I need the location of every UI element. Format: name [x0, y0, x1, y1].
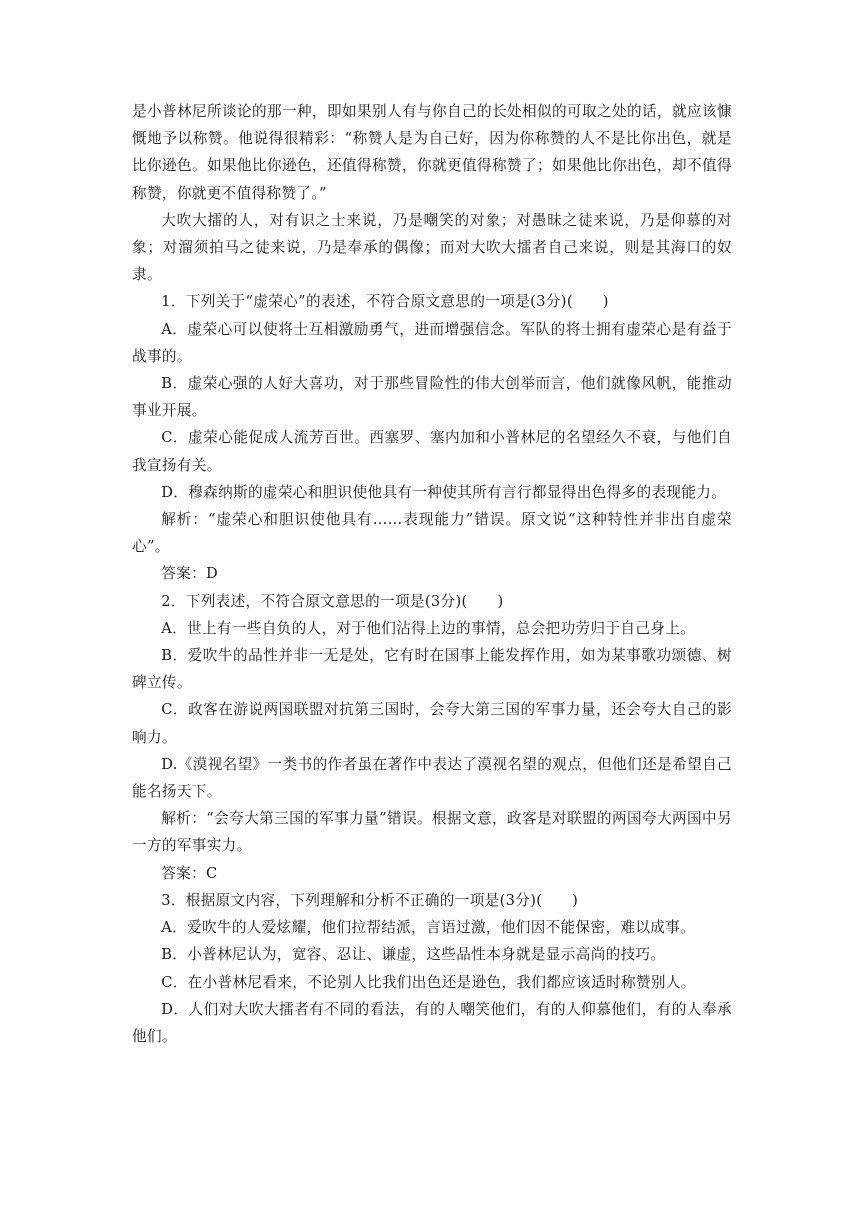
- question-2-stem: 2．下列表述，不符合原文意思的一项是(3分)( ): [161, 592, 504, 610]
- question-1-option-d: D．穆森纳斯的虚荣心和胆识使他具有一种使其所有言行都显得出色得多的表现能力。: [161, 483, 727, 501]
- question-1-stem: 1．下列关于“虚荣心”的表述，不符合原文意思的一项是(3分)( ): [161, 293, 609, 311]
- question-2-option-d: D.《漠视名望》一类书的作者虽在著作中表达了漠视名望的观点，但他们还是希望自己能名扬天下。: [132, 755, 732, 801]
- passage-paragraph-continued: 是小普林尼所谈论的那一种，即如果别人有与你自己的长处相似的可取之处的话，就应该慷慨地予以称赞。他说得很精彩：“称赞人是为自己好，因为你称赞的人不是比你出色，就是比你逊色。如果他比你逊色，还值得称赞，你就更值得称赞了；如果他比你出色，却不值得称赞，你就更不值得称赞了。”: [132, 103, 732, 202]
- question-3-option-a: A．爱吹牛的人爱炫耀，他们拉帮结派，言语过激，他们因不能保密，难以成事。: [161, 919, 696, 937]
- question-1-analysis: 解析：“虚荣心和胆识使他具有……表现能力”错误。原文说“这种特性并非出自虚荣心”。: [132, 511, 732, 556]
- question-2-option-c: C．政客在游说两国联盟对抗第三国时，会夸大第三国的军事力量，还会夸大自己的影响力。: [132, 701, 732, 746]
- question-2-analysis: 解析：“会夸大第三国的军事力量”错误。根据文意，政客是对联盟的两国夸大两国中另一方的军事实力。: [132, 810, 732, 855]
- passage-paragraph: 大吹大擂的人，对有识之士来说，乃是嘲笑的对象；对愚昧之徒来说，乃是仰慕的对象；对溜须拍马之徒来说，乃是奉承的偶像；而对大吹大擂者自己来说，则是其海口的奴隶。: [132, 211, 732, 284]
- question-1-option-a: A．虚荣心可以使将士互相激励勇气，进而增强信念。军队的将士拥有虚荣心是有益于战事的。: [132, 320, 732, 365]
- question-3-option-b: B．小普林尼认为，宽容、忍让、谦虚，这些品性本身就是显示高尚的技巧。: [161, 946, 666, 964]
- question-2-option-a: A．世上有一些自负的人，对于他们沾得上边的事情，总会把功劳归于自己身上。: [161, 619, 696, 637]
- question-3-stem: 3．根据原文内容，下列理解和分析不正确的一项是(3分)( ): [161, 891, 579, 909]
- question-1-option-b: B．虚荣心强的人好大喜功，对于那些冒险性的伟大创举而言，他们就像风帆，能推动事业开展。: [132, 375, 732, 420]
- question-1-answer: 答案：D: [161, 565, 219, 583]
- question-1-option-c: C．虚荣心能促成人流芳百世。西塞罗、塞内加和小普林尼的名望经久不衰，与他们自我宣扬有关。: [132, 429, 732, 474]
- question-2-option-b: B．爱吹牛的品性并非一无是处，它有时在国事上能发挥作用，如为某事歌功颂德、树碑立传。: [132, 647, 732, 692]
- question-3-option-c: C．在小普林尼看来，不论别人比我们出色还是逊色，我们都应该适时称赞别人。: [161, 973, 696, 991]
- question-2-answer: 答案：C: [161, 864, 218, 882]
- question-3-option-d: D．人们对大吹大擂者有不同的看法，有的人嘲笑他们，有的人仰慕他们，有的人奉承他们。: [132, 1000, 732, 1045]
